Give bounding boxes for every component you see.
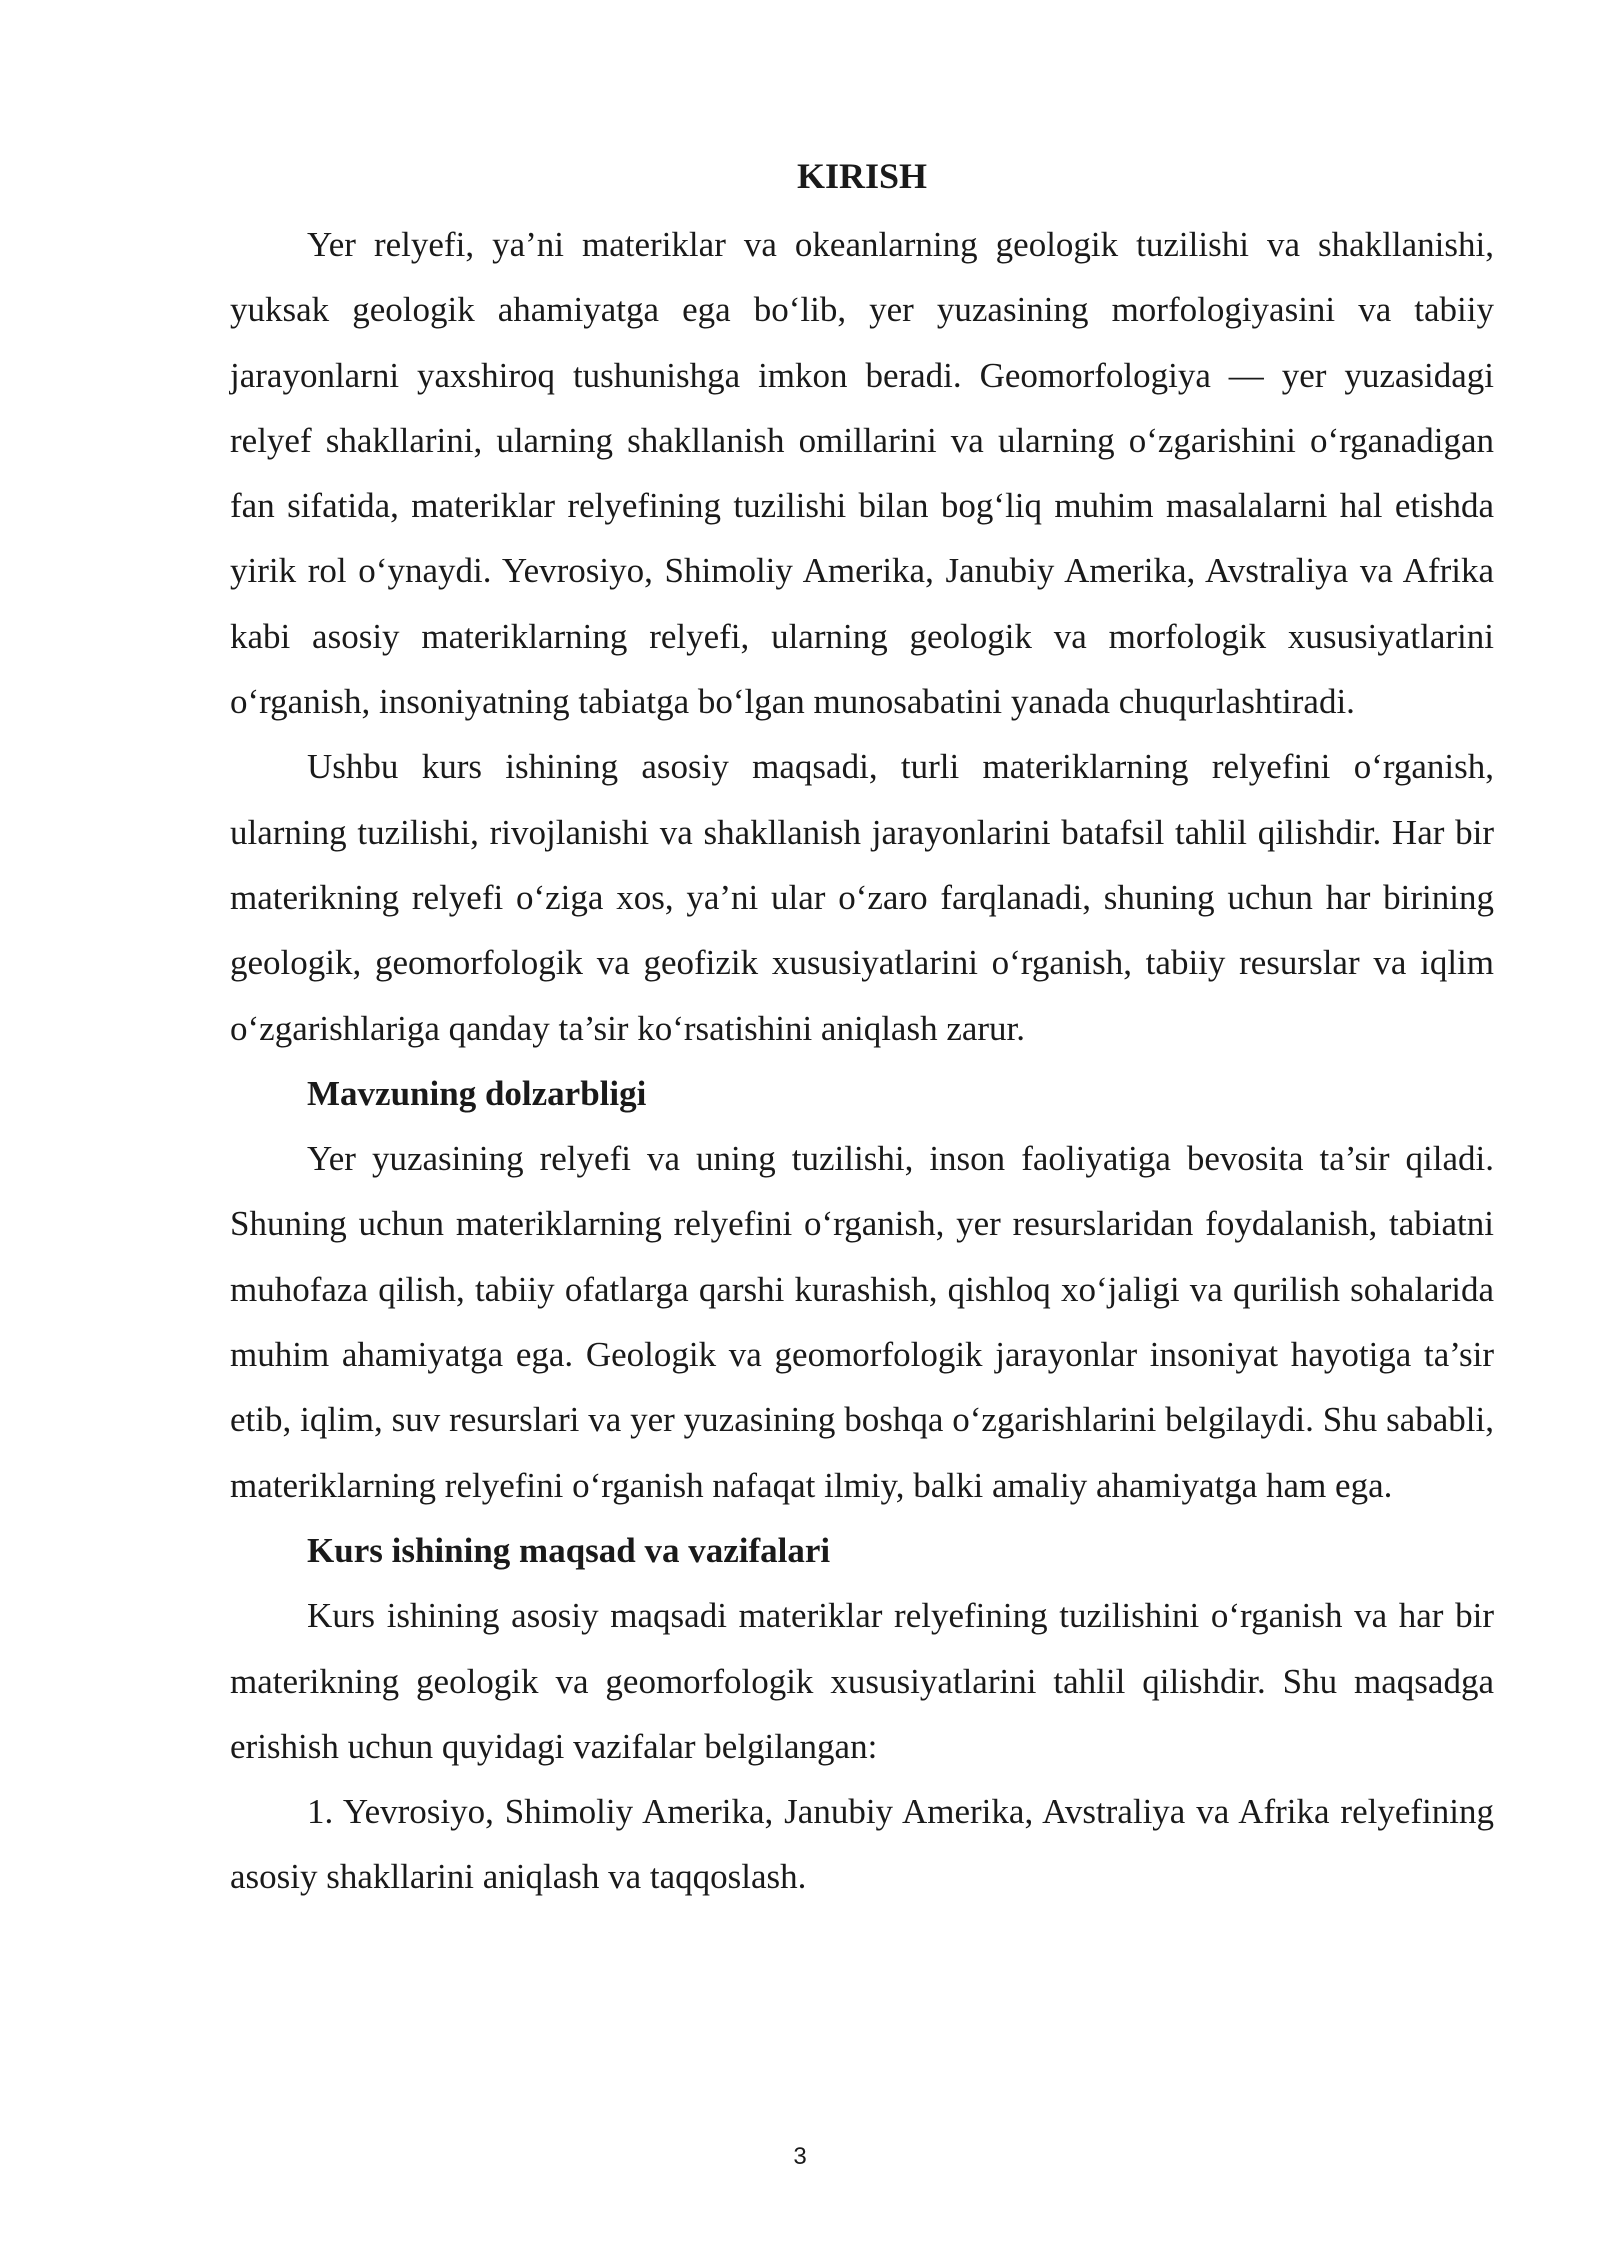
intro-paragraph-1: Yer relyefi, ya’ni materiklar va okeanlarning geologik tuzilishi va shakllanishi, yuksak geologik ahamiyatga ega bo‘lib, yer yuzasining morfologiyasini va tabiiy jarayonlarni yaxshiroq tushunishga imkon beradi. Geomorfologiya — yer yuzasidagi relyef shakllarini, ularning shakllanish omillarini va ularning o‘zgarishini o‘rganadigan fan sifatida, materiklar relyefining tuzilishi bilan bog‘liq muhim masalalarni hal etishda yirik rol o‘ynaydi. Yevrosiyo, Shimoliy Amerika, Janubiy Amerika, Avstraliya va Afrika kabi asosiy materiklarning relyefi, ularning geologik va morfologik xususiyatlarini o‘rganish, insoniyatning tabiatga bo‘lgan munosabatini yanada chuqurlashtiradi. — [230, 225, 1494, 722]
goals-paragraph: Kurs ishining asosiy maqsadi materiklar relyefining tuzilishini o‘rganish va har bir materikning geologik va geomorfologik xususiyatlarini tahlil qilishdir. Shu maqsadga erishish uchun quyidagi vazifalar belgilangan: — [230, 1596, 1494, 1766]
relevance-heading: Mavzuning dolzarbligi — [307, 1073, 647, 1113]
goals-list-item-1: 1. Yevrosiyo, Shimoliy Amerika, Janubiy Amerika, Avstraliya va Afrika relyefining asosiy shakllarini aniqlash va taqqoslash. — [230, 1792, 1494, 1897]
intro-paragraph-2: Ushbu kurs ishining asosiy maqsadi, turli materiklarning relyefini o‘rganish, ularning tuzilishi, rivojlanishi va shakllanish jarayonlarini batafsil tahlil qilishdir. Har bir materikning relyefi o‘ziga xos, ya’ni ular o‘zaro farqlanadi, shuning uchun har birining geologik, geomorfologik va geofizik xususiyatlarini o‘rganish, tabiiy resurslar va iqlim o‘zgarishlariga qanday ta’sir ko‘rsatishini aniqlash zarur. — [230, 747, 1494, 1048]
page-title: KIRISH — [796, 156, 928, 196]
page-number: 3 — [793, 2143, 807, 2170]
document-page — [230, 146, 1494, 1910]
relevance-paragraph: Yer yuzasining relyefi va uning tuzilishi, inson faoliyatiga bevosita ta’sir qiladi. Shuning uchun materiklarning relyefini o‘rganish, yer resurslaridan foydalanish, tabiatni muhofaza qilish, tabiiy ofatlarga qarshi kurashish, qishloq xo‘jaligi va qurilish sohalarida muhim ahamiyatga ega. Geologik va geomorfologik jarayonlar insoniyat hayotiga ta’sir etib, iqlim, suv resurslari va yer yuzasining boshqa o‘zgarishlarini belgilaydi. Shu sababli, materiklarning relyefini o‘rganish nafaqat ilmiy, balki amaliy ahamiyatga ham ega. — [230, 1139, 1494, 1505]
goals-heading: Kurs ishining maqsad va vazifalari — [307, 1530, 831, 1570]
